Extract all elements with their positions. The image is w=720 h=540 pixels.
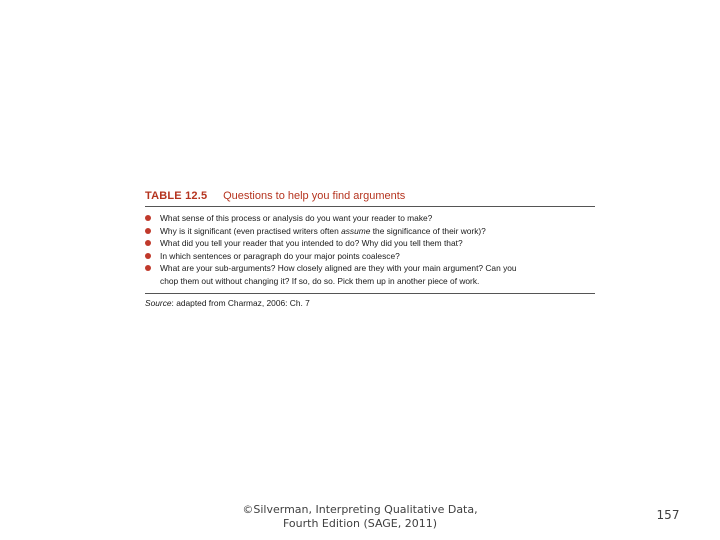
citation-line: Fourth Edition (SAGE, 2011) [282,517,438,530]
table-figure [145,189,595,309]
table-top-rule [145,206,595,207]
table-number: TABLE 12.5 [145,190,208,202]
item-text: In which sentences or paragraph do your major points coalesce? [160,250,400,261]
item-text-continuation: chop them out without changing it? If so, do so. Pick them up in another piece of work. [160,275,480,286]
table-bottom-rule [145,293,595,294]
item-text: What are your sub-arguments? How closely aligned are they with your main argument? Can you [160,263,517,274]
bullet-icon [145,240,151,246]
item-text-tail: the significance of their work)? [370,225,486,236]
bullet-icon [145,265,151,271]
list-item [145,237,595,250]
item-text: What did you tell your reader that you intended to do? Why did you tell them that? [160,238,463,249]
bullet-icon [145,215,151,221]
page-number: 157 [656,508,680,522]
item-text: What sense of this process or analysis do you want your reader to make? [160,213,433,223]
footer-citation [240,503,480,531]
bullet-icon [145,253,151,259]
list-item [145,225,595,238]
citation-line: ©Silverman, Interpreting Qualitative Data, [242,503,478,516]
list-item [145,262,595,287]
item-text: Why is it significant (even practised writers often [160,225,342,236]
source-label: Source [145,297,172,308]
list-item [145,250,595,263]
table-source [145,297,595,309]
item-emphasis: assume [341,225,371,236]
source-text: : adapted from Charmaz, 2006: Ch. 7 [171,297,310,308]
bullet-icon [145,228,151,234]
table-title: Questions to help you find arguments [223,190,406,202]
list-item [145,212,595,225]
table-header [145,189,595,203]
question-list [145,212,595,288]
